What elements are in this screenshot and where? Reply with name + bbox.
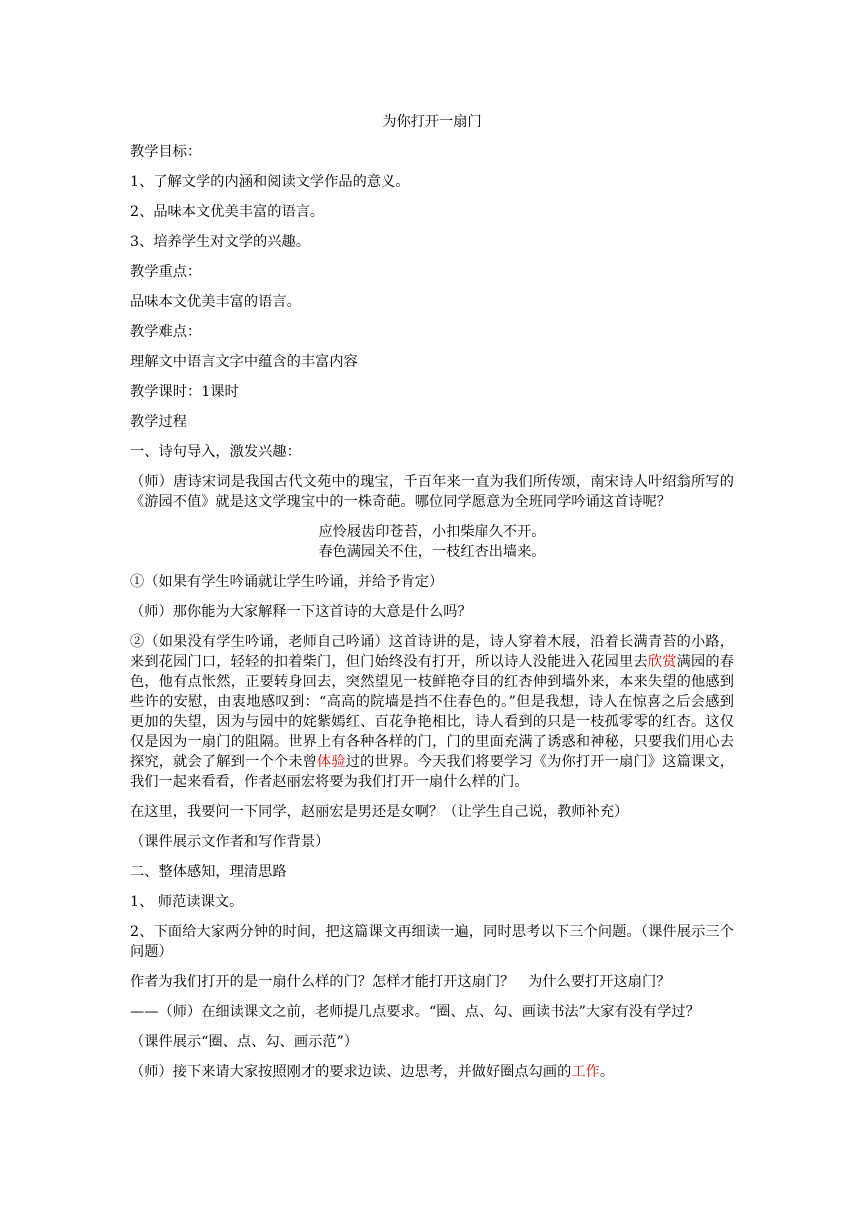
- goal-heading: 教学目标：: [130, 144, 202, 160]
- poem-line-1: 应怜屐齿印苍苔，小扣柴扉久不开。: [318, 524, 546, 540]
- option-2-text-b: 满园的春色，他有点怅然，正要转身回去，突然望见一枝鲜艳夺目的红杏伸到墙外来，本来失望的他感到些许的安慰，由衷地感叹到：“高高的院墙是挡不住春色的。”但是我想，诗人在惊喜之后会感到更加的失望，因为与园中的姹紫嫣红、百花争艳相比，诗人看到的只是一枝孤零零的红杏。这仅仅是因为一扇门的阻隔。世界上有各种各样的门，门的里面充满了诱惑和神秘，只要我们用心去探究，就会了解到一个个未曾: [130, 654, 734, 770]
- final-text-a: （师）接下来请大家按照刚才的要求边读、边思考，并做好圈点勾画的: [130, 1064, 572, 1080]
- courseware-note-2: （课件展示“圈、点、勾、画示范”）: [130, 1034, 359, 1050]
- teacher-question: （师）那你能为大家解释一下这首诗的大意是什么吗？: [130, 604, 472, 620]
- goal-item-1: 1、了解文学的内涵和阅读文学作品的意义。: [130, 174, 410, 190]
- option-2-text-c: 过的世界。今天我们将要学习《为你打开一扇门》这篇课文，我们一起来看看，作者赵丽宏将要为我们打开一扇什么样的门。: [130, 754, 735, 790]
- step-1: 1、 师范读课文。: [130, 894, 244, 910]
- highlight-experience: 体验: [317, 754, 346, 770]
- key-heading: 教学重点：: [130, 264, 202, 280]
- step-2: 2、下面给大家两分钟的时间，把这篇课文再细读一遍，同时思考以下三个问题。（课件展示三个问题）: [130, 924, 734, 960]
- option-1: ①（如果有学生吟诵就让学生吟诵，并给予肯定）: [130, 574, 444, 590]
- courseware-note-1: （课件展示文作者和写作背景）: [130, 834, 330, 850]
- section-2-heading: 二、整体感知，理清思路: [130, 864, 287, 880]
- key-text: 品味本文优美丰富的语言。: [130, 294, 301, 310]
- difficulty-text: 理解文中语言文字中蕴含的丰富内容: [130, 354, 358, 370]
- goal-item-2: 2、品味本文优美丰富的语言。: [130, 204, 325, 220]
- author-question: 在这里，我要问一下同学，赵丽宏是男还是女啊？（让学生自己说，教师补充）: [130, 804, 629, 820]
- highlight-appreciate: 欣赏: [647, 654, 677, 670]
- teacher-requirements: ——（师）在细读课文之前，老师提几点要求。“圈、点、勾、画读书法”大家有没有学过？: [130, 1004, 700, 1020]
- final-instruction: [130, 1062, 734, 1082]
- difficulty-heading: 教学难点：: [130, 324, 202, 340]
- poem: [130, 522, 734, 562]
- process-heading: 教学过程: [130, 414, 187, 430]
- class-hours: 教学课时：1课时: [130, 384, 239, 400]
- final-text-b: 。: [599, 1064, 615, 1080]
- goal-item-3: 3、培养学生对文学的兴趣。: [130, 234, 310, 250]
- poem-line-2: 春色满园关不住，一枝红杏出墙来。: [318, 544, 546, 560]
- option-2-text-a: ②（如果没有学生吟诵，老师自己吟诵）这首诗讲的是，诗人穿着木屐，沿着长满青苔的小路，来到花园门口，轻轻的扣着柴门，但门始终没有打开，所以诗人没能进入花园里去: [130, 634, 734, 670]
- document-page: [130, 112, 734, 1092]
- intro-paragraph: （师）唐诗宋词是我国古代文苑中的瑰宝，千百年来一直为我们所传颂，南宋诗人叶绍翁所写的《游园不值》就是这文学瑰宝中的一株奇葩。哪位同学愿意为全班同学吟诵这首诗呢？: [130, 474, 734, 510]
- doc-title: 为你打开一扇门: [382, 114, 482, 130]
- section-1-heading: 一、诗句导入，激发兴趣：: [130, 444, 301, 460]
- highlight-work: 工作: [571, 1064, 600, 1080]
- three-questions: 作者为我们打开的是一扇什么样的门？怎样才能打开这扇门？ 为什么要打开这扇门？: [130, 974, 671, 990]
- option-2-paragraph: [130, 632, 734, 792]
